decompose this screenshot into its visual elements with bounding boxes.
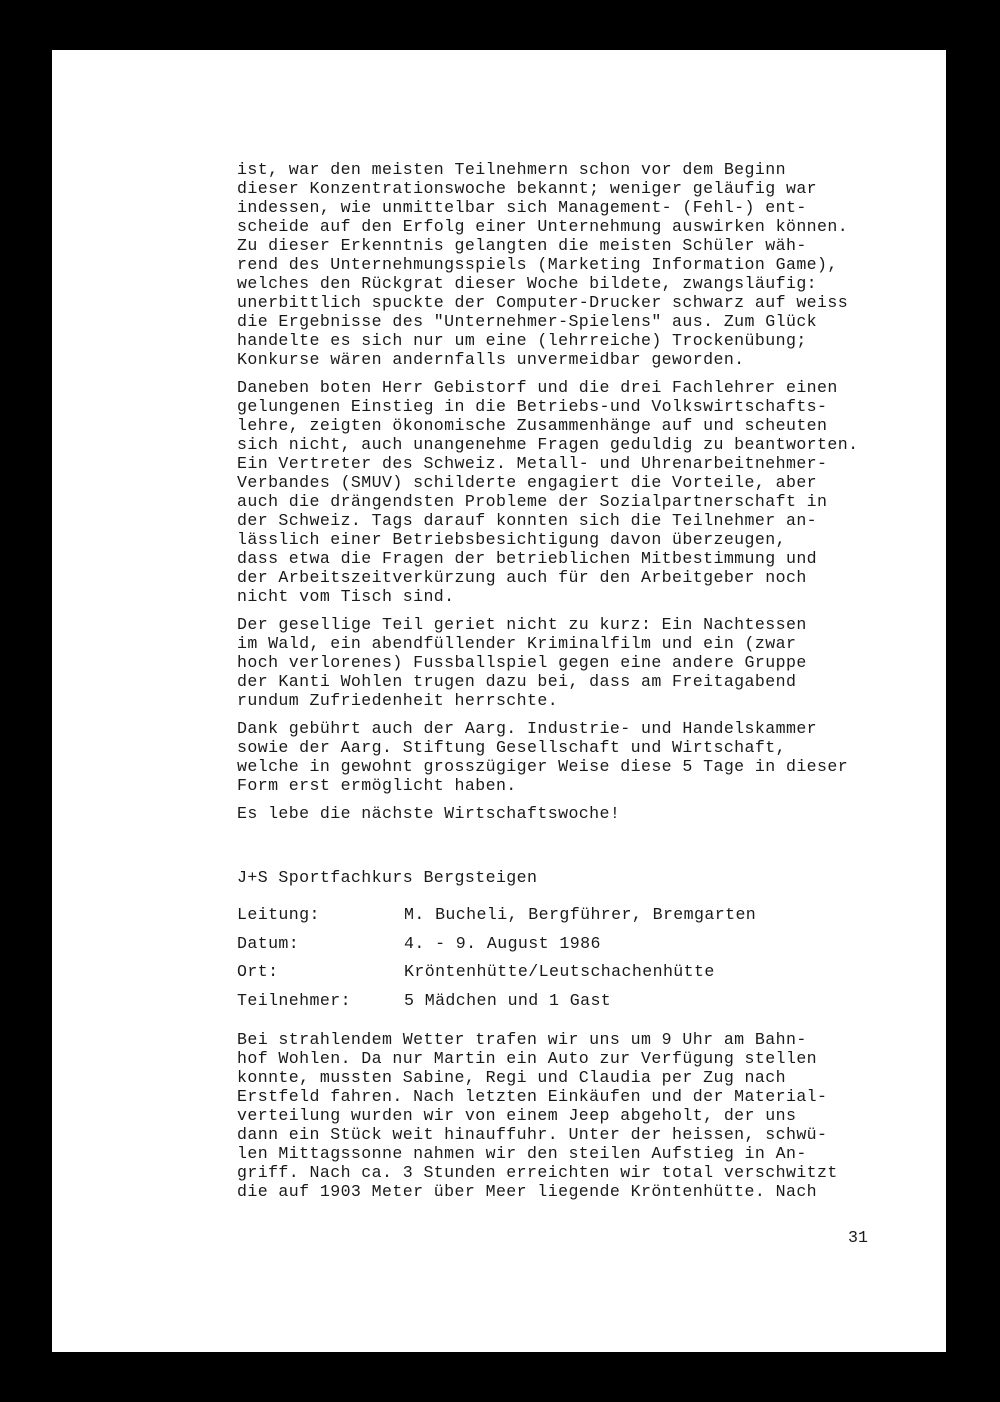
paragraph (237, 378, 917, 606)
info-label: Datum: (237, 933, 300, 953)
text-line: dieser Konzentrationswoche bekannt; weniger geläufig war (237, 179, 818, 198)
info-value: Kröntenhütte/Leutschachenhütte (404, 962, 715, 981)
text-line: im Wald, ein abendfüllender Kriminalfilm und ein (zwar (237, 634, 797, 653)
text-line: Zu dieser Erkenntnis gelangten die meisten Schüler wäh- (237, 236, 807, 255)
paragraph (237, 1030, 917, 1201)
text-line: der Arbeitszeitverkürzung auch für den Arbeitgeber noch (237, 568, 807, 587)
document-page (52, 50, 946, 1352)
text-line: dann ein Stück weit hinauffuhr. Unter der heissen, schwü- (237, 1125, 828, 1144)
text-line: unerbittlich spuckte der Computer-Drucker schwarz auf weiss (237, 293, 849, 312)
text-line: lehre, zeigten ökonomische Zusammenhänge auf und scheuten (237, 416, 828, 435)
text-line: griff. Nach ca. 3 Stunden erreichten wir total verschwitzt (237, 1163, 838, 1182)
text-line: der Kanti Wohlen trugen dazu bei, dass am Freitagabend (237, 672, 797, 691)
text-line: Daneben boten Herr Gebistorf und die drei Fachlehrer einen (237, 378, 838, 397)
text-line: indessen, wie unmittelbar sich Management- (Fehl-) ent- (237, 198, 807, 217)
page-number: 31 (848, 1228, 868, 1247)
text-line: Form erst ermöglicht haben. (237, 776, 517, 795)
text-line: gelungenen Einstieg in die Betriebs-und Volkswirtschafts- (237, 397, 828, 416)
text-line: scheide auf den Erfolg einer Unternehmung auswirken können. (237, 217, 849, 236)
text-line: Dank gebührt auch der Aarg. Industrie- und Handelskammer (237, 719, 818, 738)
paragraph (237, 804, 917, 823)
text-line: lässlich einer Betriebsbesichtigung davon überzeugen, (237, 530, 786, 549)
text-line: verteilung wurden wir von einem Jeep abgeholt, der uns (237, 1106, 797, 1125)
text-line: der Schweiz. Tags darauf konnten sich die Teilnehmer an- (237, 511, 818, 530)
info-value: 4. - 9. August 1986 (404, 933, 601, 953)
info-row-leitung (237, 905, 917, 934)
text-line: auch die drängendsten Probleme der Sozialpartnerschaft in (237, 492, 828, 511)
text-line: konnte, mussten Sabine, Regi und Claudia per Zug nach (237, 1068, 786, 1087)
text-line: len Mittagssonne nahmen wir den steilen Aufstieg in An- (237, 1144, 807, 1163)
course-info-table (237, 905, 917, 1019)
text-line: sowie der Aarg. Stiftung Gesellschaft und Wirtschaft, (237, 738, 786, 757)
text-line: Konkurse wären andernfalls unvermeidbar geworden. (237, 350, 745, 369)
course-report (237, 1030, 917, 1210)
paragraph (237, 160, 917, 369)
info-label: Ort: (237, 962, 279, 981)
info-row-teilnehmer (237, 991, 917, 1020)
text-line: welches den Rückgrat dieser Woche bildete, zwangsläufig: (237, 274, 818, 293)
article-text (237, 160, 917, 832)
text-line: Es lebe die nächste Wirtschaftswoche! (237, 804, 621, 823)
info-row-ort (237, 962, 917, 991)
text-line: die auf 1903 Meter über Meer liegende Kröntenhütte. Nach (237, 1182, 818, 1201)
text-line: rundum Zufriedenheit herrschte. (237, 691, 559, 710)
info-label: Teilnehmer: (237, 990, 351, 1010)
paragraph (237, 615, 917, 710)
info-value: M. Bucheli, Bergführer, Bremgarten (404, 905, 757, 924)
paragraph (237, 719, 917, 795)
course-title: J+S Sportfachkurs Bergsteigen (237, 868, 538, 887)
info-row-datum (237, 934, 917, 963)
info-value: 5 Mädchen und 1 Gast (404, 990, 612, 1010)
info-label: Leitung: (237, 905, 320, 924)
text-line: dass etwa die Fragen der betrieblichen Mitbestimmung und (237, 549, 818, 568)
text-line: hof Wohlen. Da nur Martin ein Auto zur Verfügung stellen (237, 1049, 818, 1068)
text-line: Ein Vertreter des Schweiz. Metall- und Uhrenarbeitnehmer- (237, 454, 828, 473)
text-line: Verbandes (SMUV) schilderte engagiert die Vorteile, aber (237, 473, 818, 492)
text-line: welche in gewohnt grosszügiger Weise diese 5 Tage in dieser (237, 757, 849, 776)
text-line: handelte es sich nur um eine (lehrreiche) Trockenübung; (237, 331, 807, 350)
text-line: hoch verlorenes) Fussballspiel gegen eine andere Gruppe (237, 653, 807, 672)
text-line: nicht vom Tisch sind. (237, 587, 455, 606)
text-line: sich nicht, auch unangenehme Fragen geduldig zu beantworten. (237, 435, 859, 454)
text-line: Der gesellige Teil geriet nicht zu kurz: Ein Nachtessen (237, 615, 807, 634)
text-line: rend des Unternehmungsspiels (Marketing Information Game), (237, 255, 838, 274)
text-line: Erstfeld fahren. Nach letzten Einkäufen und der Material- (237, 1087, 828, 1106)
text-line: die Ergebnisse des "Unternehmer-Spielens" aus. Zum Glück (237, 312, 818, 331)
text-line: Bei strahlendem Wetter trafen wir uns um 9 Uhr am Bahn- (237, 1030, 807, 1049)
text-line: ist, war den meisten Teilnehmern schon vor dem Beginn (237, 160, 786, 179)
